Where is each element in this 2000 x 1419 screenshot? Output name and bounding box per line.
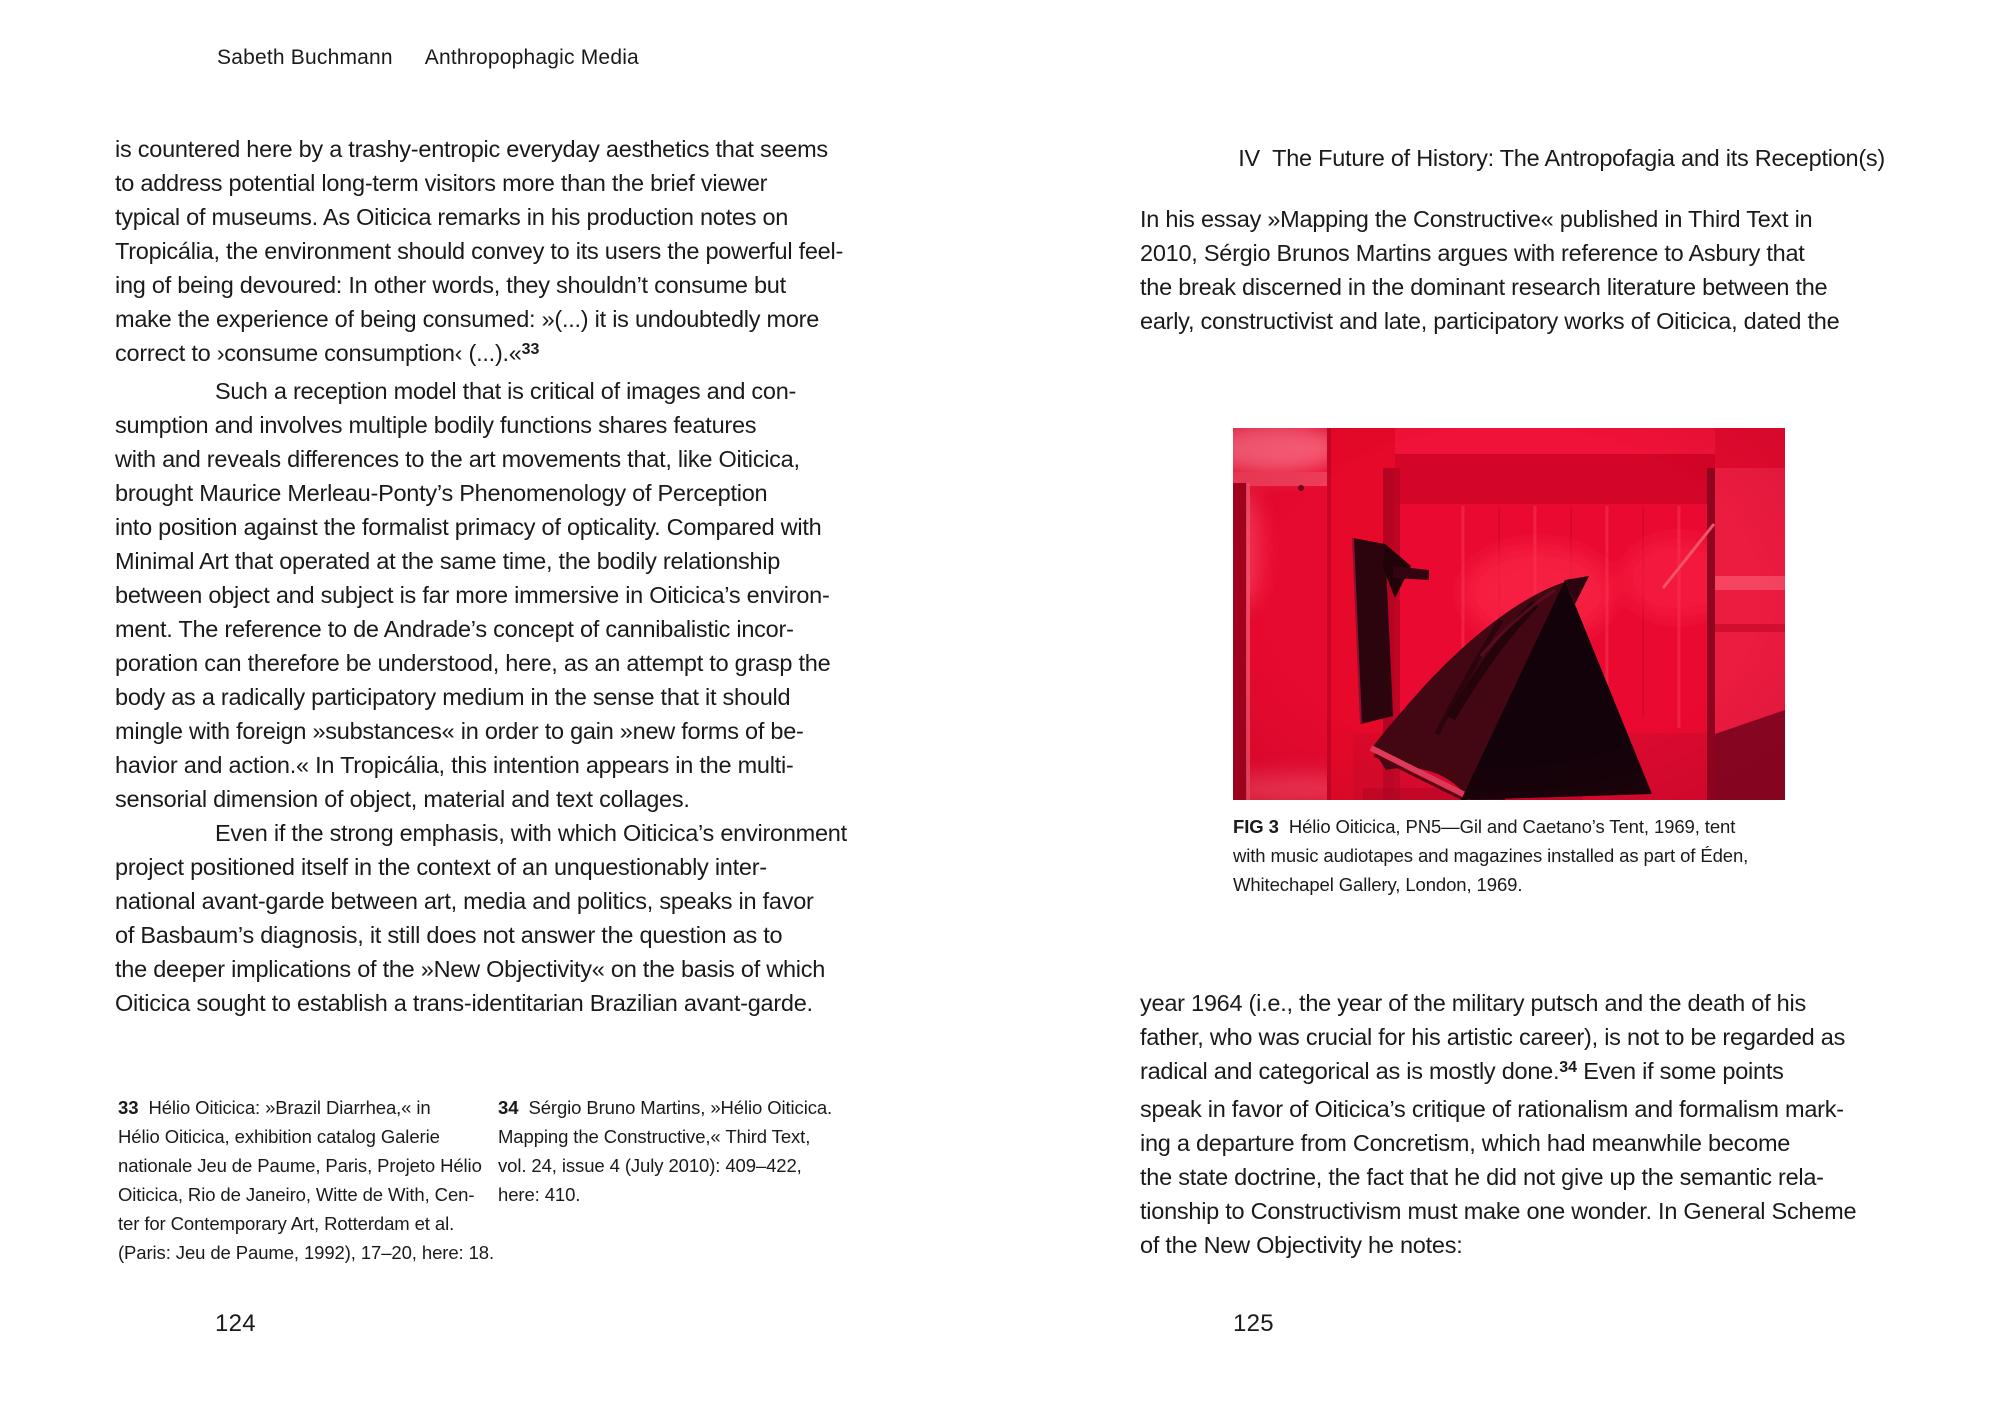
- text-line: here: 410.: [498, 1184, 581, 1205]
- text-line: vol. 24, issue 4 (July 2010): 409–422,: [498, 1155, 802, 1176]
- closing-paragraph: [1140, 986, 1885, 1262]
- figure-image: [1233, 428, 1785, 800]
- essay-title: Anthropophagic Media: [424, 46, 639, 69]
- text-line: radical and categorical as is mostly done.$^{34}$ Even if some points: [1140, 1058, 1784, 1084]
- text-line: into position against the formalist primacy of opticality. Compared with: [115, 514, 822, 540]
- section-heading: [1140, 141, 1885, 175]
- author-name: Sabeth Buchmann: [217, 46, 393, 69]
- text-line: Minimal Art that operated at the same time, the bodily relationship: [115, 548, 781, 574]
- text-line: Such a reception model that is critical of images and con-: [215, 378, 797, 404]
- text-line: Whitechapel Gallery, London, 1969.: [1233, 874, 1523, 895]
- text-line: 2010, Sérgio Brunos Martins argues with reference to Asbury that: [1140, 240, 1805, 266]
- text-line: (Paris: Jeu de Paume, 1992), 17–20, here: 18.: [118, 1242, 495, 1263]
- text-line: 33 Hélio Oiticica: »Brazil Diarrhea,« in: [118, 1097, 431, 1118]
- text-line: ment. The reference to de Andrade’s concept of cannibalistic incor-: [115, 616, 794, 642]
- text-line: national avant-garde between art, media and politics, speaks in favor: [115, 888, 814, 914]
- text-line: of the New Objectivity he notes:: [1140, 1232, 1463, 1258]
- text-line: year 1964 (i.e., the year of the military putsch and the death of his: [1140, 990, 1806, 1016]
- text-line: FIG 3 Hélio Oiticica, PN5—Gil and Caetano’s Tent, 1969, tent: [1233, 816, 1736, 837]
- page-number-left: 124: [215, 1310, 256, 1337]
- text-line: brought Maurice Merleau-Ponty’s Phenomenology of Perception: [115, 480, 768, 506]
- text-line: father, who was crucial for his artistic career), is not to be regarded as: [1140, 1024, 1846, 1050]
- text-line: sensorial dimension of object, material and text collages.: [115, 786, 690, 812]
- text-line: tionship to Constructivism must make one wonder. In General Scheme: [1140, 1198, 1857, 1224]
- text-line: to address potential long-term visitors more than the brief viewer: [115, 170, 768, 196]
- intro-paragraph: [1140, 202, 1885, 338]
- text-line: 34 Sérgio Bruno Martins, »Hélio Oiticica.: [498, 1097, 833, 1118]
- text-line: Oiticica, Rio de Janeiro, Witte de With, Cen-: [118, 1184, 475, 1205]
- body-paragraph: [115, 816, 867, 1020]
- text-line: Even if the strong emphasis, with which Oiticica’s environment: [215, 820, 847, 846]
- text-line: the state doctrine, the fact that he did not give up the semantic rela-: [1140, 1164, 1824, 1190]
- text-line: correct to ›consume consumption‹ (...).«$^{33}$: [115, 340, 540, 366]
- footnote-34: [498, 1093, 878, 1209]
- footnote-33: [118, 1093, 498, 1267]
- figure: [1233, 428, 1785, 800]
- running-header: [217, 46, 639, 70]
- text-line: In his essay »Mapping the Constructive« published in Third Text in: [1140, 206, 1813, 232]
- text-line: body as a radically participatory medium in the sense that it should: [115, 684, 791, 710]
- text-line: the deeper implications of the »New Objectivity« on the basis of which: [115, 956, 826, 982]
- text-line: Oiticica sought to establish a trans-identitarian Brazilian avant-garde.: [115, 990, 813, 1016]
- text-line: typical of museums. As Oiticica remarks in his production notes on: [115, 204, 789, 230]
- left-page-body: [115, 132, 867, 1020]
- text-line: ing a departure from Concretism, which had meanwhile become: [1140, 1130, 1791, 1156]
- text-line: early, constructivist and late, participatory works of Oiticica, dated the: [1140, 308, 1840, 334]
- text-line: sumption and involves multiple bodily functions shares features: [115, 412, 757, 438]
- text-line: ter for Contemporary Art, Rotterdam et al.: [118, 1213, 455, 1234]
- text-line: with and reveals differences to the art movements that, like Oiticica,: [115, 446, 800, 472]
- text-line: with music audiotapes and magazines installed as part of Éden,: [1233, 845, 1749, 866]
- page-number-right: 125: [1233, 1310, 1274, 1337]
- text-line: speak in favor of Oiticica’s critique of rationalism and formalism mark-: [1140, 1096, 1844, 1122]
- text-line: IV The Future of History: The Antropofagia and its Reception(s): [1238, 145, 1885, 171]
- text-line: Tropicália, the environment should convey to its users the powerful feel-: [115, 238, 844, 264]
- text-line: mingle with foreign »substances« in order to gain »new forms of be-: [115, 718, 804, 744]
- text-line: the break discerned in the dominant research literature between the: [1140, 274, 1828, 300]
- text-line: nationale Jeu de Paume, Paris, Projeto Hélio: [118, 1155, 482, 1176]
- text-line: ing of being devoured: In other words, they shouldn’t consume but: [115, 272, 786, 298]
- text-line: of Basbaum’s diagnosis, it still does not answer the question as to: [115, 922, 783, 948]
- text-line: Hélio Oiticica, exhibition catalog Galerie: [118, 1126, 440, 1147]
- body-paragraph: [115, 132, 867, 374]
- text-line: between object and subject is far more immersive in Oiticica’s environ-: [115, 582, 830, 608]
- figure-caption: [1233, 812, 1793, 899]
- text-line: project positioned itself in the context of an unquestionably inter-: [115, 854, 767, 880]
- text-line: is countered here by a trashy-entropic everyday aesthetics that seems: [115, 136, 828, 162]
- text-line: Mapping the Constructive,« Third Text,: [498, 1126, 811, 1147]
- body-paragraph: [115, 374, 867, 816]
- text-line: poration can therefore be understood, here, as an attempt to grasp the: [115, 650, 831, 676]
- text-line: havior and action.« In Tropicália, this intention appears in the multi-: [115, 752, 794, 778]
- text-line: make the experience of being consumed: »(...) it is undoubtedly more: [115, 306, 820, 332]
